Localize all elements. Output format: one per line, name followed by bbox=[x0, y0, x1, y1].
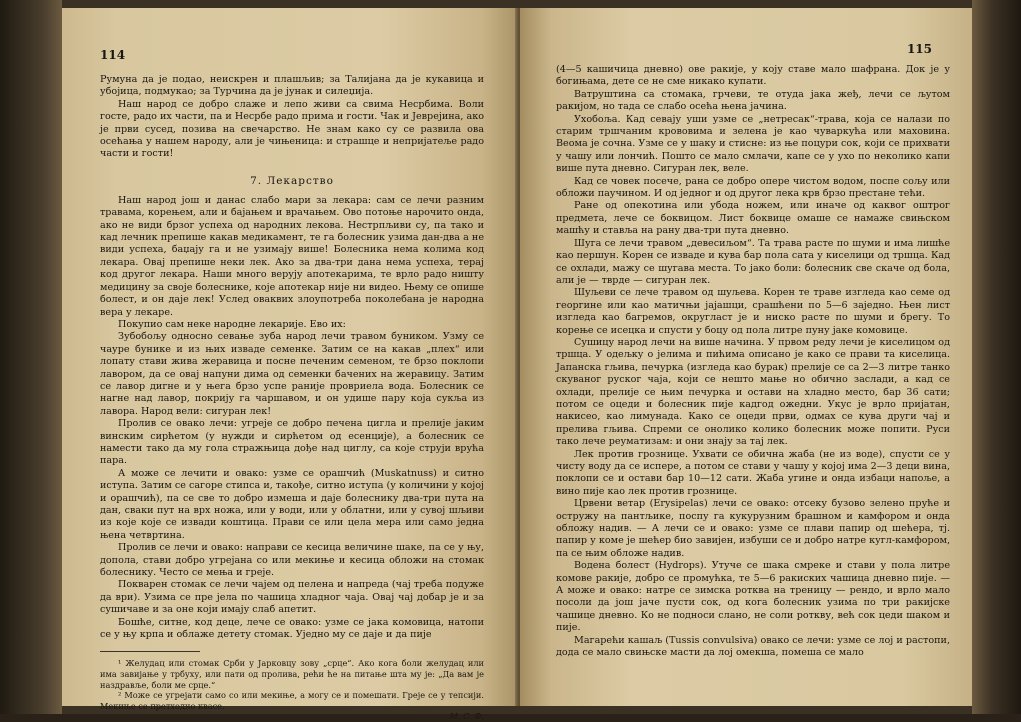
left-book-edge bbox=[0, 0, 62, 714]
body-paragraph: Зубобољу односно севање зуба народ лечи травом буником. Узму се чауре бунике и из њих изваде семенке. Затим се на какав „плех“ или лопату стави жива жеравица и посне печеним семеном, те брзо поклопи лавором, да се овај напуни дима од семенки бачених на жеравицу. Затим се лавор дигне и у њега брзо успе раније провриела вода. Болесник се нагне над лавор, покрију га чаршавом, и он удише пару која сукља из лавора. Народ вели: сигуран лек! bbox=[100, 331, 484, 417]
body-paragraph: Шуга се лечи травом „девесиљом“. Та трава расте по шуми и има лишће као першун. Корен се изваде и кува бар пола сата у киселици од тршца. Кад се охлади, мажу се шугава места. То јако боли: болесник све скаче од бола, али је — тврде — сигуран лек. bbox=[556, 237, 950, 286]
body-paragraph: Шуљеви се лече травом од шуљева. Корен те траве изгледа као семе од георгине или као матичњи јајашци, срашћени по 5—6 заједно. Њен лист изгледа као багремов, округласт је и ниско расте по шуми и брегу. То корење се исецка и спусти у боцу од пола литре пуну јаке комовице. bbox=[556, 287, 950, 336]
body-paragraph: Магарећи кашаљ (Tussis convulsiva) овако се лечи: узме се лој и растопи, дода се мало свињске масти да лој омекша, помеша се мало bbox=[556, 634, 950, 659]
footnote-divider bbox=[100, 651, 200, 652]
body-paragraph: Ватруштина са стомака, грчеви, те отуда јака жеђ, лечи се љутом ракијом, но тада се слабо осећа њена јачина. bbox=[556, 88, 950, 113]
page-number-right: 115 bbox=[906, 42, 932, 56]
body-paragraph: Покварен стомак се лечи чајем од пелена и напреда (чај треба подуже да ври). Узима се пре јела по чашица хладног чаја. Овај чај добар је и за сушичаве и за оне који имају слаб апетит. bbox=[100, 579, 484, 616]
body-paragraph: Сушицу народ лечи на више начина. У првом реду лечи је киселицом од тршца. У одељку о јелима и пићима описано је како се прави та киселица. Јапанска гљива, печурка (изгледа као бурак) прелије се са 2—3 литре танко скуваног руског чаја, који се нешто мање но обично заслади, а кад се охлади, прелије се њим печурка и остави на хладно место, бар 36 сати; потом се оцеди и болесник пије кадгод ожедни. Укус је врло пријатан, накисео, као лимунада. Како се оцеди први, одмах се кува други чај и прелива гљива. Спреми се онолико колико болесник може попити. Руси тако лече реуматизам: и они знају за тај лек. bbox=[556, 336, 950, 448]
body-paragraph: Водена болест (Hydrops). Утуче се шака смреке и стави у пола литре комове ракије, добро се промућка, те 5—6 ракиских чашица дневно пије. — А може и овако: натре се зимска ротква на треницу — рендо, и врло мало посоли да још јаче пусти сок, од кога болесник узима по три ракијске чашице дневно. Ко не подноси слано, не соли роткву, већ сок цеди шаком и пије. bbox=[556, 560, 950, 634]
footnote: ² Може се угрејати само со или мекиње, а могу се и помешати. Греје се у тепсији. Мекиње се претходно квасе. bbox=[100, 690, 484, 711]
body-paragraph: Пролив се овако лечи: угреје се добро печена цигла и прелије јаким винским сирћетом (у нужди и сирћетом од есенције), а болесник се намести тако да му гола стражњица дође над циглу, са које струји врућа пара. bbox=[100, 418, 484, 467]
body-paragraph: А може се лечити и овако: узме се орашчић (Muskatnuss) и ситно иступа. Затим се сагоре стипса и, такође, ситно иступа (у количини у којој и орашчић), па се све то добро измеша и даје болеснику два-три пута на дан, сваки пут на врх ножа, или у води, или у облатни, или у сувој шљиви из које које се извади коштица. Прави се или цела мера или само једна њена четвртина. bbox=[100, 467, 485, 541]
intro-paragraph: Румуна да је подао, неискрен и плашљив; за Талијана да је кукавица и убојица, подмукао; за Турчина да је јунак и силеџија. bbox=[100, 74, 484, 98]
page-number-left: 114 bbox=[100, 48, 126, 62]
body-paragraph: Покупио сам неке народне лекарије. Ево их: bbox=[118, 318, 346, 330]
section-title: 7. Лекарство bbox=[250, 174, 334, 187]
body-paragraph: Кад се човек посече, рана се добро опере чистом водом, поспе сољу или обложи паучином. И од једног и од другог лека крв брзо престане тећи. bbox=[556, 175, 950, 200]
body-paragraph: Наш народ још и данас слабо мари за лекара: сам се лечи разним травама, корењем, али и бајањем и врачањем. Ово потоње нарочито онда, ако не види брзог успеха од народних лекова. Нестрпљиви су, па тако и кад лечник препише какав медикамент, те га болесник узима дан-два а не види успеха, баџају га и не узимају више! Болесника нема колима код лекара. Овај препише неки лек. Ако за два-три дана нема успеха, тераj код другог лекара. Наши много верују апотекарима, те врло радо ништу медицину за своје болеснике, које апотекар није ни видео. Њему се опише болест, и он даје лек! Услед оваквих злоупотреба поколебана је народна вера у лекаре. bbox=[100, 194, 484, 318]
body-paragraph: Бошће, ситне, код деце, лече се овако: узме се јака комовица, натопи се у њу крпа и облаже детету стомак. Уједно му се даје и да пије bbox=[100, 616, 484, 641]
right-book-edge bbox=[972, 0, 1021, 714]
body-paragraph: Пролив се лечи и овако: направи се кесица величине шаке, па се у њу, допола, стави добро угрејана со или мекиње и кесица обложи на стомак болеснику. Често се мења и греје. bbox=[100, 542, 484, 579]
body-paragraph: Ухобоља. Кад севају уши узме се „нетресак“-трава, која се налази по старим тршчаним крововима и зелена је као чуваркућа или маховина. Веома је сочна. Узме се у шаку и стисне: из ње поцури сок, који се прихвати у чашу или лончић. Пошто се мало смлачи, капе се у ухо по неколико капи више пута дневно. Сигуран лек, веле. bbox=[556, 113, 950, 175]
footnote: ¹ Желудац или стомак Срби у Јарковцу зову „срце“. Ако кога боли желудац или има завијање у трбуху, или пати од пролива, рећи ће на питање шта му је: „Да вам је наздравље, боли ме срце.“ bbox=[100, 658, 484, 690]
body-paragraph: Лек против грознице. Ухвати се обична жаба (не из воде), спусти се у чисту воду да се испере, а потом се стави у чашу у којој има 2—3 деци вина, поклопи се и остави бар 10—12 сати. Жаба угине и онда избаци напоље, а вино пије као лек против грознице. bbox=[556, 448, 950, 497]
intro-paragraph: Наш народ се добро слаже и лепо живи са свима Несрбима. Воли госте, радо их части, па и Несрбе радо прима и гости. Чак и Јеврејина, ако је први сусед, позива на свечарство. Не знам како су се развила ова осећања у нашем народу, али је чињеница: и страшце и непријатеље радо части и гости! bbox=[100, 98, 484, 160]
body-paragraph: Ране од опекотина или убода ножем, или иначе од каквог оштрог предмета, лече се боквицом. Лист боквице омаше се намаже свињском машћу и ставља на рану два-три пута дневно. bbox=[556, 200, 950, 237]
left-page bbox=[62, 8, 518, 722]
footnote-signature: М. С. Ф. bbox=[449, 711, 484, 722]
body-paragraph: (4—5 кашичица дневно) ове ракије, у коју ставе мало шафрана. Док је у богињама, дете се не сме никако купати. bbox=[556, 64, 950, 88]
body-paragraph: Црвени ветар (Erysipelas) лечи се овако: отсеку бузово зелено пруће и остружу на пантљике, поспу га кукурузним брашном и камфором и онда обложу надив. — А лечи се и овако: узме се плави папир од шећера, тј. папир у коме је шећер био завијен, избуши се и добро натре кугл-камфором, па се њим обложе надив. bbox=[556, 498, 950, 559]
right-page bbox=[520, 8, 972, 706]
